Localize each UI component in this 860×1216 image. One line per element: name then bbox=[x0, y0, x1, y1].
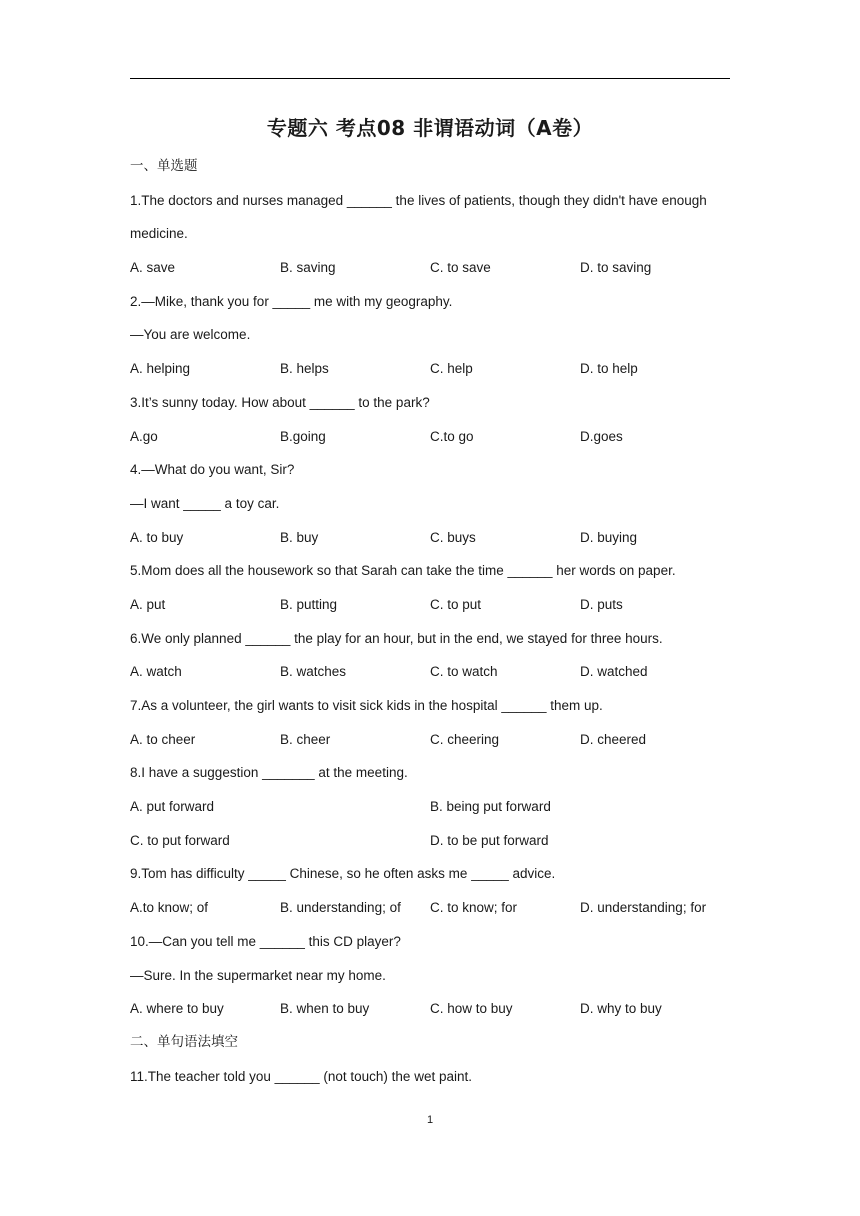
question-text: —You are welcome. bbox=[130, 327, 251, 343]
option-c: C. how to buy bbox=[430, 1001, 513, 1017]
question-text: medicine. bbox=[130, 226, 188, 242]
question-text: 11.The teacher told you ______ (not touch) the wet paint. bbox=[130, 1068, 472, 1084]
page-title: 专题六 考点08 非谓语动词（A卷） bbox=[266, 116, 594, 140]
option-b: B. helps bbox=[280, 361, 329, 377]
option-b: B. understanding; of bbox=[280, 900, 401, 916]
option-b: B. putting bbox=[280, 596, 338, 612]
option-row bbox=[130, 655, 734, 689]
question-content bbox=[130, 150, 734, 1093]
option-c: C. to save bbox=[430, 260, 491, 276]
option-d: D. to be put forward bbox=[430, 832, 549, 848]
option-d: D. understanding; for bbox=[580, 900, 707, 916]
option-d: D. cheered bbox=[580, 731, 647, 747]
option-row bbox=[130, 251, 734, 285]
section-heading: 二、单句语法填空 bbox=[130, 1033, 238, 1050]
option-b: B. being put forward bbox=[430, 799, 551, 815]
question-text: —Sure. In the supermarket near my home. bbox=[130, 967, 386, 983]
option-row bbox=[130, 891, 734, 925]
question-text: 8.I have a suggestion _______ at the meeting. bbox=[130, 765, 408, 781]
option-row bbox=[130, 992, 734, 1026]
option-c: C.to go bbox=[430, 428, 474, 444]
option-row bbox=[130, 420, 734, 454]
option-a: A. put forward bbox=[130, 799, 215, 815]
option-b: B. watches bbox=[280, 664, 347, 680]
question-text: 6.We only planned ______ the play for an hour, but in the end, we stayed for three hours. bbox=[130, 630, 663, 646]
option-c: C. to put forward bbox=[130, 832, 230, 848]
option-b: B.going bbox=[280, 428, 326, 444]
option-d: D. watched bbox=[580, 664, 648, 680]
option-c: C. cheering bbox=[430, 731, 500, 747]
option-c: C. buys bbox=[430, 529, 476, 545]
option-row bbox=[130, 824, 734, 858]
option-row bbox=[130, 588, 734, 622]
option-a: A. watch bbox=[130, 664, 182, 680]
question-text: 1.The doctors and nurses managed ______ the lives of patients, though they didn't have enough bbox=[130, 192, 707, 208]
option-d: D. why to buy bbox=[580, 1001, 662, 1017]
question-text: 7.As a volunteer, the girl wants to visit sick kids in the hospital ______ them up. bbox=[130, 698, 603, 713]
option-d: D. buying bbox=[580, 529, 638, 545]
option-b: B. cheer bbox=[280, 731, 331, 747]
option-a: A. put bbox=[130, 596, 166, 612]
option-a: A. where to buy bbox=[130, 1001, 224, 1017]
option-d: D. to saving bbox=[580, 260, 652, 276]
question-text: 4.—What do you want, Sir? bbox=[130, 462, 295, 478]
option-c: C. to watch bbox=[430, 664, 498, 680]
option-b: B. when to buy bbox=[280, 1001, 370, 1017]
option-b: B. buy bbox=[280, 529, 319, 545]
question-text: 2.—Mike, thank you for _____ me with my geography. bbox=[130, 293, 453, 309]
option-c: C. to know; for bbox=[430, 900, 518, 916]
section-heading: 一、单选题 bbox=[130, 158, 198, 174]
option-a: A. save bbox=[130, 260, 176, 276]
option-a: A.to know; of bbox=[130, 900, 209, 916]
option-row bbox=[130, 790, 734, 824]
header-rule bbox=[130, 78, 730, 79]
option-b: B. saving bbox=[280, 260, 336, 276]
option-c: C. help bbox=[430, 361, 473, 377]
option-a: A.go bbox=[130, 428, 158, 444]
option-d: D.goes bbox=[580, 428, 623, 444]
question-text: 9.Tom has difficulty _____ Chinese, so he often asks me _____ advice. bbox=[130, 866, 556, 882]
question-text: 3.It’s sunny today. How about ______ to the park? bbox=[130, 394, 430, 410]
question-text: 5.Mom does all the housework so that Sarah can take the time ______ her words on paper. bbox=[130, 563, 676, 579]
option-d: D. to help bbox=[580, 361, 638, 377]
page-number: 1 bbox=[426, 1114, 434, 1126]
question-text: 10.—Can you tell me ______ this CD player? bbox=[130, 933, 401, 949]
option-row bbox=[130, 352, 734, 386]
option-a: A. helping bbox=[130, 361, 191, 377]
option-row bbox=[130, 723, 734, 757]
option-a: A. to buy bbox=[130, 529, 184, 545]
option-row bbox=[130, 521, 734, 555]
option-d: D. puts bbox=[580, 596, 623, 612]
option-a: A. to cheer bbox=[130, 731, 196, 747]
question-text: —I want _____ a toy car. bbox=[130, 495, 280, 511]
option-c: C. to put bbox=[430, 596, 482, 612]
